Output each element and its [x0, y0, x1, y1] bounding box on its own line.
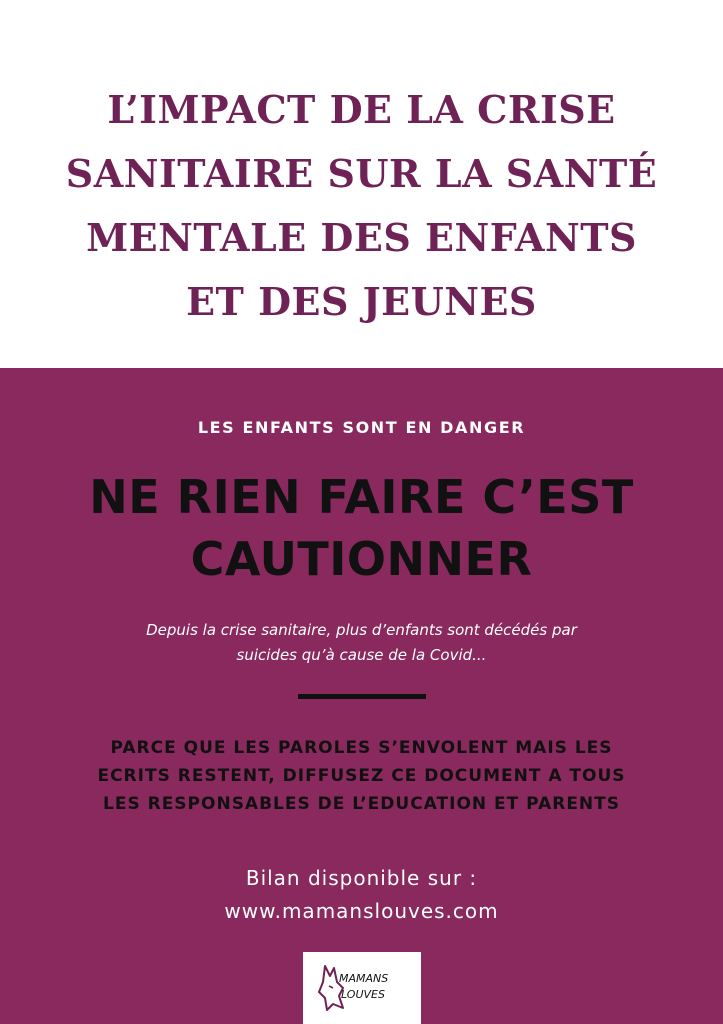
title-section — [0, 0, 723, 368]
call-to-action — [40, 734, 683, 818]
headline — [40, 466, 683, 590]
logo-line1: MAMANS — [339, 972, 389, 985]
page-title — [40, 78, 683, 334]
headline-line: CAUTIONNER — [190, 532, 533, 586]
call-line: PARCE QUE LES PAROLES S’ENVOLENT MAIS LES — [110, 738, 613, 758]
call-line: LES RESPONSABLES DE L’EDUCATION ET PARENTS — [103, 794, 620, 814]
title-line: MENTALE DES ENFANTS — [86, 215, 637, 260]
title-line: ET DES JEUNES — [186, 279, 537, 324]
bilan-label: Bilan disponible sur : — [245, 866, 478, 890]
title-line: L’IMPACT DE LA CRISE — [107, 87, 616, 132]
divider — [298, 694, 426, 699]
message-panel — [0, 368, 723, 1024]
headline-line: NE RIEN FAIRE C’EST — [89, 470, 634, 524]
website-link[interactable]: www.mamanslouves.com — [224, 899, 499, 923]
title-line: SANITAIRE SUR LA SANTÉ — [65, 151, 658, 196]
mamans-louves-logo — [303, 952, 421, 1024]
subtext-line: suicides qu’à cause de la Covid... — [236, 646, 487, 664]
wolf-logo-icon — [303, 952, 421, 1024]
subtext-paragraph — [90, 618, 633, 668]
kicker-text: LES ENFANTS SONT EN DANGER — [197, 418, 526, 437]
subtext-line: Depuis la crise sanitaire, plus d’enfants sont décédés par — [146, 621, 577, 639]
call-line: ECRITS RESTENT, DIFFUSEZ CE DOCUMENT A TOUS — [97, 766, 626, 786]
availability-block — [0, 862, 723, 928]
logo-line2: LOUVES — [341, 988, 385, 1001]
